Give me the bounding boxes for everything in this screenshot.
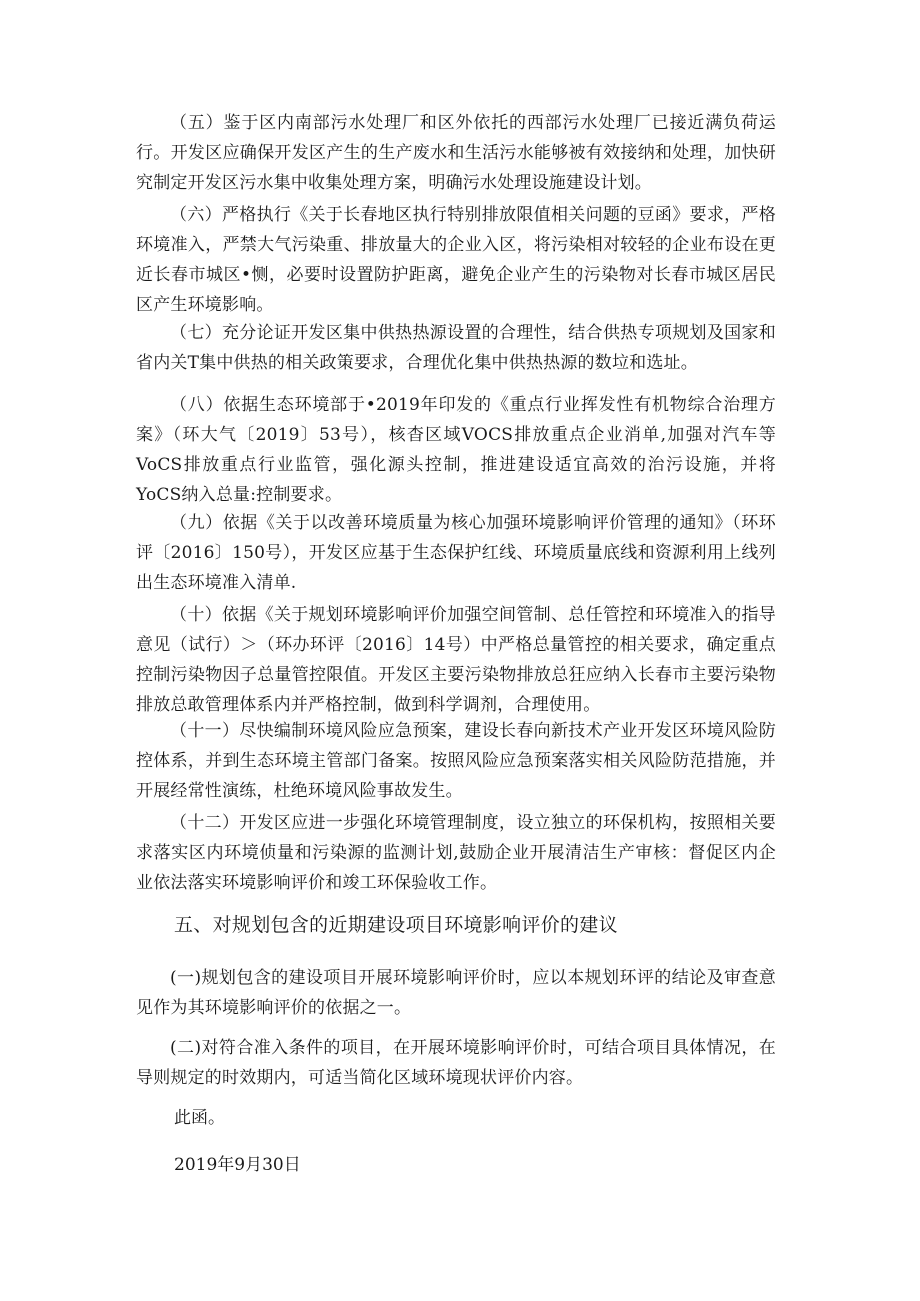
paragraph-11: （十一）尽快编制环境风险应急预案，建设长春向新技术产业开发区环境风险防控体系，并到生态环境主管部门备案。按照风险应急预案落实相关风险防范措施，并开展经常性演练，杜绝环境风险事故发生。 bbox=[136, 721, 776, 801]
date-text: 2019年9月30日 bbox=[174, 1155, 301, 1175]
paragraph-9: （九）依据《关于以改善环境质量为核心加强环境影响评价管理的通知》（环环评〔2016〕150号），开发区应基于生态保护红线、环境质量底线和资源利用上线列出生态环境准入清单. bbox=[136, 513, 776, 593]
paragraph-12: （十二）开发区应进一步强化环境管理制度，设立独立的环保机构，按照相关要求落实区内环境侦量和污染源的监测计划,鼓励企业开展清洁生产审核：督促区内企业依法落实环境影响评价和竣工环保验收工作。 bbox=[136, 813, 776, 893]
paragraph-8: （八）依据生态环境部于•2019年印发的《重点行业挥发性有机物综合治理方案》（环大气〔2019〕53号），核杳区域VOCS排放重点企业消单,加强对汽车等VoCS排放重点行业监管，强化源头控制，推进建设适宜高效的治污设施，并将YoCS纳入总量:控制要求。 bbox=[136, 395, 776, 505]
paragraph-7: （七）充分论证开发区集中供热热源设置的合理性，结合供热专项规划及国家和省内关T集中供热的相关政策要求，合理优化集中供热热源的数垃和选址。 bbox=[136, 323, 776, 373]
paragraph-5: （五）鉴于区内南部污水处理厂和区外依托的西部污水处理厂已接近满负荷运行。开发区应确保开发区产生的生产废水和生活污水能够被有效接纳和处理，加快研究制定开发区污水集中收集处理方案，明确污水处理设施建设计划。 bbox=[136, 113, 776, 193]
section-heading: 五、对规划包含的近期建设项目环境影响评价的建议 bbox=[174, 914, 618, 936]
section-paragraph-2: (二)对符合准入条件的项目，在开展环境影响评价时，可结合项目具体情况，在导则规定的时效期内，可适当简化区域环境现状评价内容。 bbox=[136, 1038, 776, 1088]
paragraph-6: （六）严格执行《关于长春地区执行特别排放限值相关问题的豆函》要求，严格环境准入，严禁大气污染重、排放量大的企业入区，将污染相对较轻的企业布设在更近长春市城区•恻，必要时设置防护距离，避免企业产生的污染物对长春市城区居民区产生环境影响。 bbox=[136, 205, 776, 315]
paragraph-10: （十）依据《关于规划环境影响评价加强空间管制、总任管控和环境准入的指导意见（试行）＞（环办环评〔2016〕14号）中严格总量管控的相关要求，确定重点控制污染物因子总量管控限值。开发区主要污染物排放总狂应纳入长春市主要污染物排放总敢管理体系内并严格控制，做到科学调剂，合理使用。 bbox=[136, 605, 776, 715]
closing-text: 此函。 bbox=[174, 1108, 225, 1128]
section-paragraph-1: (一)规划包含的建设项目开展环境影响评价时，应以本规划环评的结论及审查意见作为其环境影响评价的依据之一。 bbox=[136, 968, 776, 1018]
